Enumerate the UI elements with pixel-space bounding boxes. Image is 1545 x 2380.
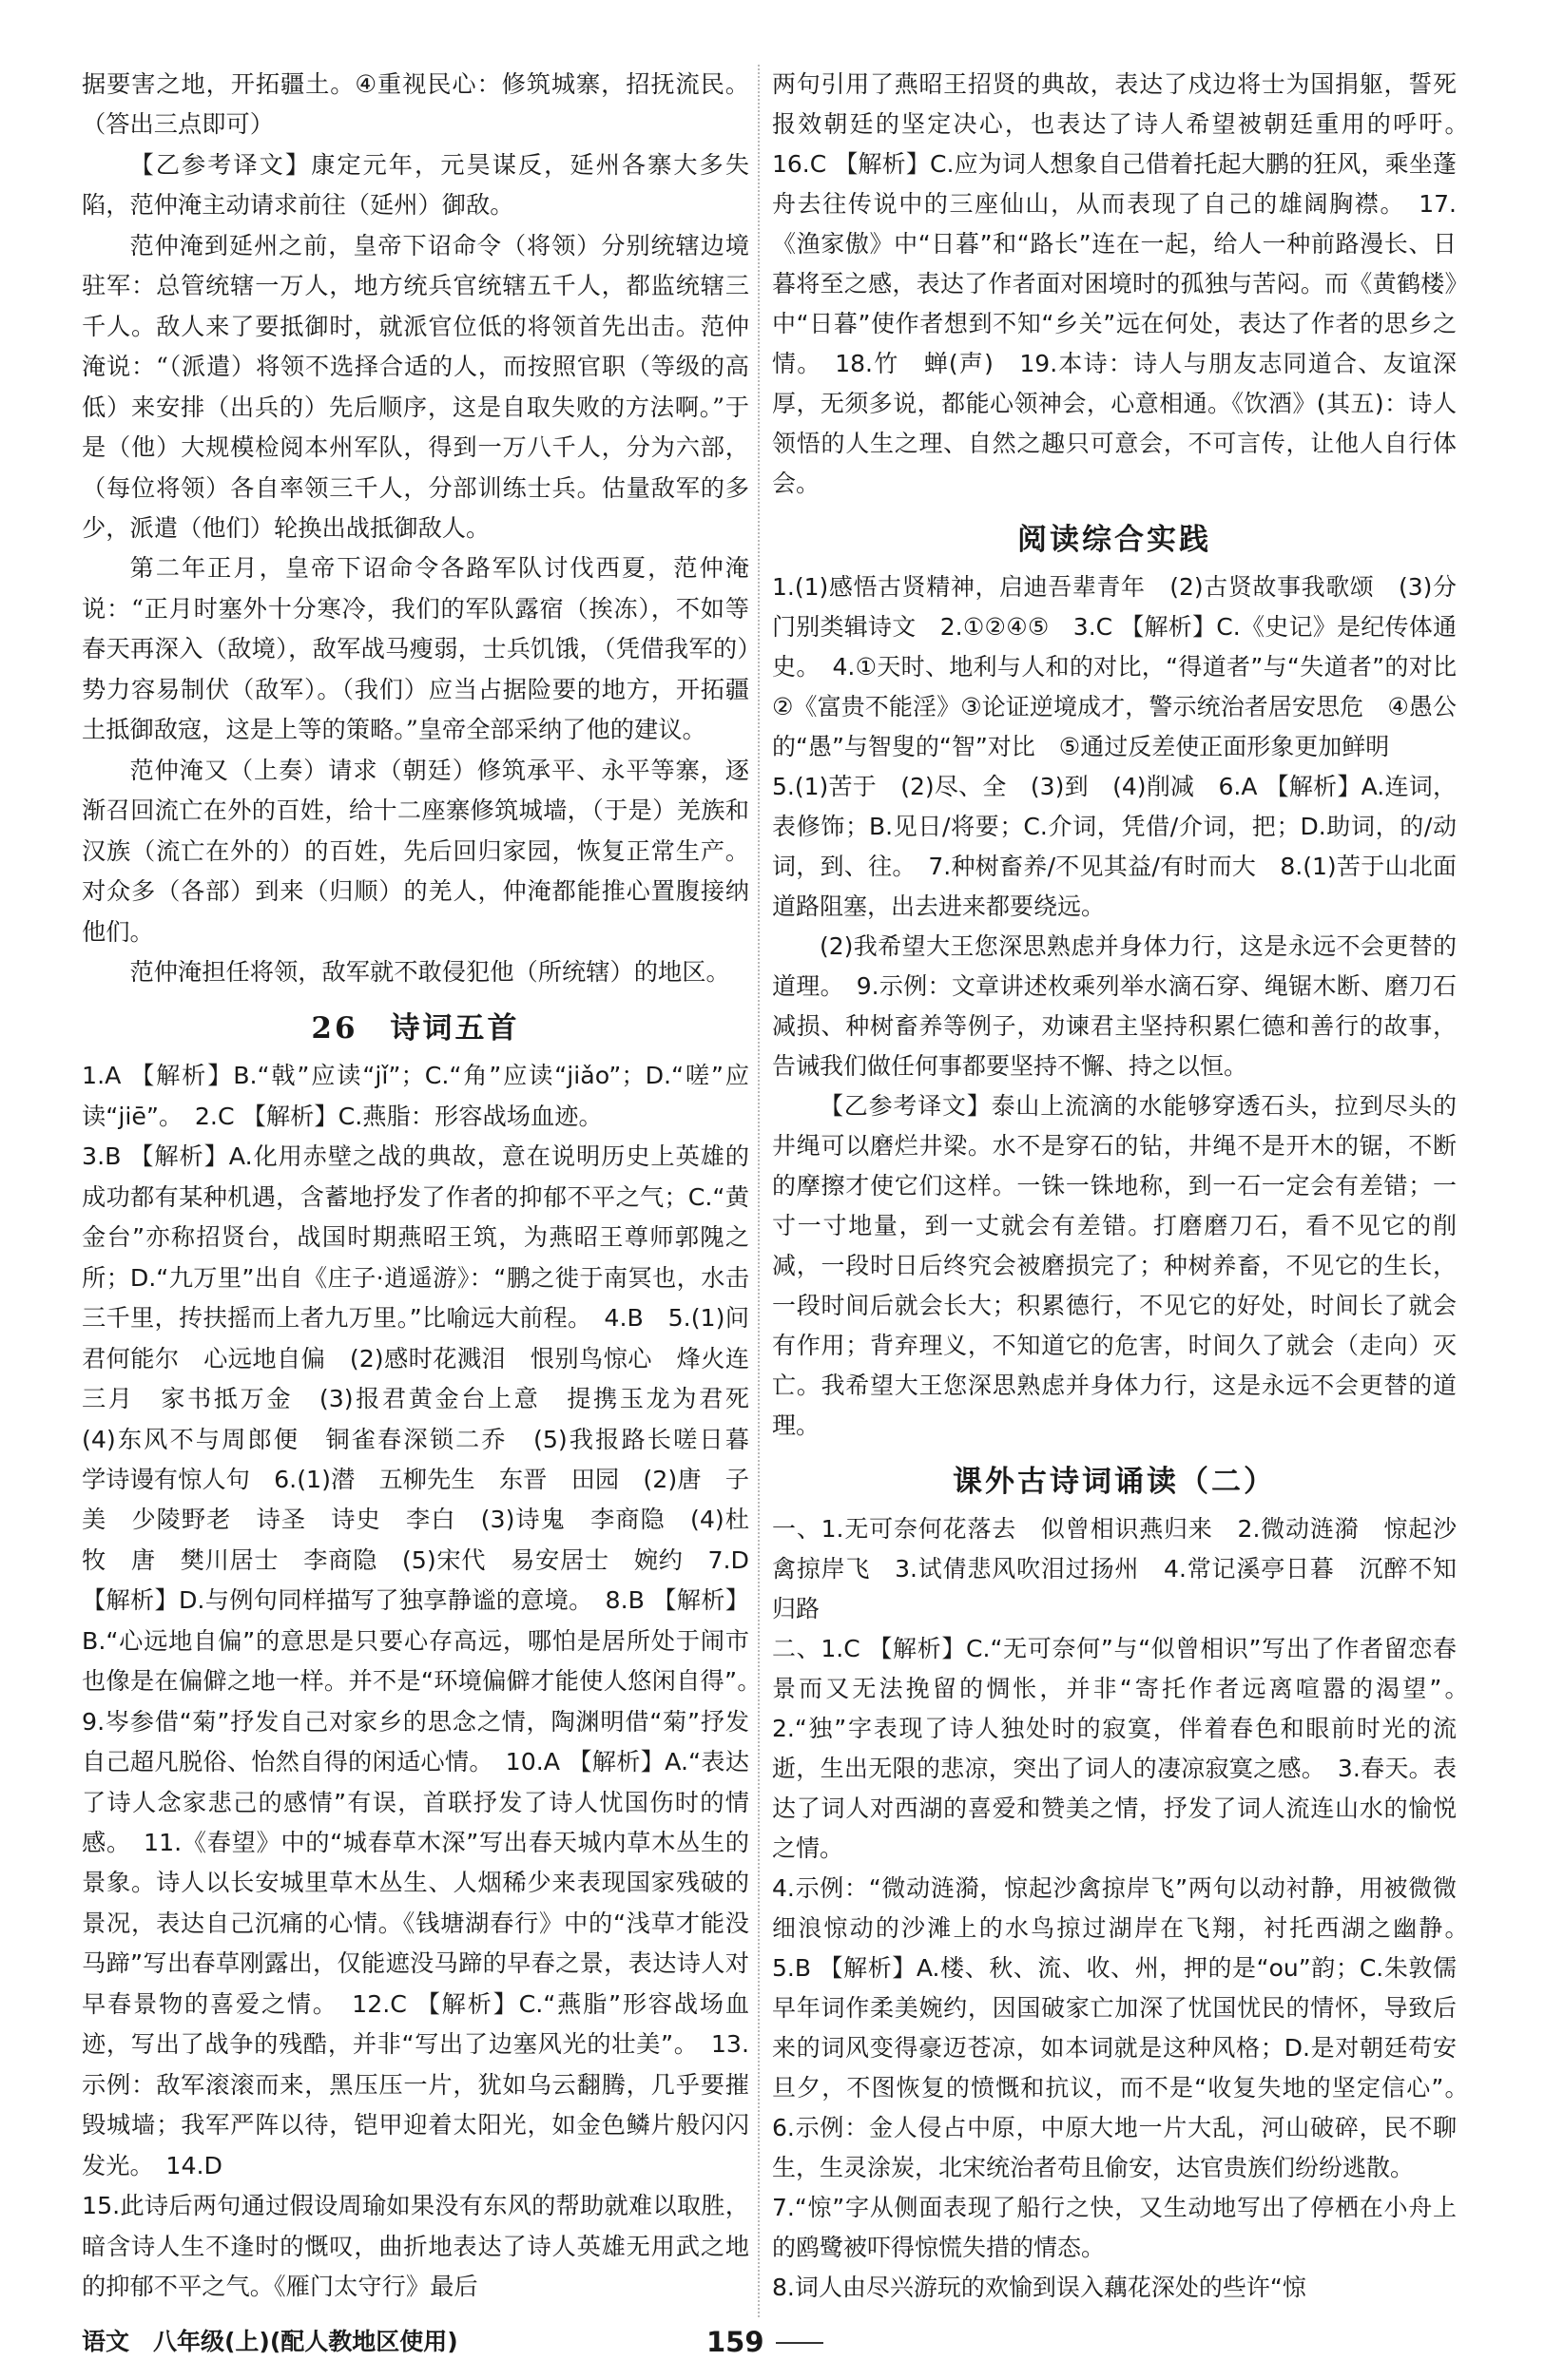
answer-paragraph: 4.示例：“微动涟漪，惊起沙禽掠岸飞”两句以动衬静，用被微微细浪惊动的沙滩上的水鸟掠过湖岸在飞翔，衬托西湖之幽静。 5.B 【解析】A.楼、秋、流、收、州，押的是“ou”韵；C.朱敦儒早年词作柔美婉约，因国破家亡加深了忧国忧民的情怀，导致后来的词风变得豪迈苍凉，如本词就是这种风格；D.是对朝廷苟安旦夕，不图恢复的愤慨和抗议，而不是“收复失地的坚定信心”。 6.示例：金人侵占中原，中原大地一片大乱，河山破碎，民不聊生，生灵涂炭，北宋统治者苟且偷安，达官贵族们纷纷逃散。	[772, 1874, 1481, 2181]
page-number: 159	[706, 2326, 764, 2358]
section-heading: 课外古诗词诵读（二）	[953, 1465, 1276, 1499]
translation-intro: 【乙参考译文】康定元年，元昊谋反，延州各寨大多失陷，范仲淹主动请求前往（延州）御敌。	[82, 150, 749, 220]
translation-paragraph: 【乙参考译文】泰山上流滴的水能够穿透石头，拉到尽头的井绳可以磨烂井梁。水不是穿石的钻，井绳不是开木的锯，不断的摩擦才使它们这样。一铢一铢地称，到一石一定会有差错；一寸一寸地量，到一丈就会有差错。打磨磨刀石，看不见它的削减，一段时日后终究会被磨损完了；种树养畜，不见它的生长，一段时间后就会长大；积累德行，不见它的好处，时间长了就会有作用；背弃理义，不知道它的危害，时间久了就会（走向）灭亡。我希望大王您深思熟虑并身体力行，这是永远不会更替的道理。	[772, 1092, 1457, 1439]
answer-paragraph: 15.此诗后两句通过假设周瑜如果没有东风的帮助就难以取胜，暗含诗人生不逢时的慨叹，曲折地表达了诗人英雄无用武之地的抑郁不平之气。《雁门太守行》最后	[82, 2192, 749, 2301]
answer-paragraph: (2)我希望大王您深思熟虑并身体力行，这是永远不会更替的道理。 9.示例：文章讲述枚乘列举水滴石穿、绳锯木断、磨刀石减损、种树畜养等例子，劝谏君主坚持积累仁德和善行的故事，告诫我们做任何事都要坚持不懈、持之以恒。	[772, 932, 1457, 1080]
column-divider	[758, 65, 760, 2317]
paragraph: 据要害之地，开拓疆土。④重视民心：修筑城寨，招抚流民。（答出三点即可）	[82, 70, 749, 139]
answer-paragraph: 3.B 【解析】A.化用赤壁之战的典故，意在说明历史上英雄的成功都有某种机遇，含蓄地抒发了作者的抑郁不平之气；C.“黄金台”亦称招贤台，战国时期燕昭王筑，为燕昭王尊师郭隗之所；D.“九万里”出自《庄子·逍遥游》：“鹏之徙于南冥也，水击三千里，抟扶摇而上者九万里。”比喻远大前程。 4.B 5.(1)问君何能尔 心远地自偏 (2)感时花溅泪 恨别鸟惊心 烽火连三月 家书抵万金 (3)报君黄金台上意 提携玉龙为君死 (4)东风不与周郎便 铜雀春深锁二乔 (5)我报路长嗟日暮 学诗谩有惊人句 6.(1)潜 五柳先生 东晋 田园 (2)唐 子美 少陵野老 诗圣 诗史 李白 (3)诗鬼 李商隐 (4)杜牧 唐 樊川居士 李商隐 (5)宋代 易安居士 婉约 7.D 【解析】D.与例句同样描写了独享静谧的意境。 8.B 【解析】B.“心远地自偏”的意思是只要心存高远，哪怕是居所处于闹市也像是在偏僻之地一样。并不是“环境偏僻才能使人悠闲自得”。 9.岑参借“菊”抒发自己对家乡的思念之情，陶渊明借“菊”抒发自己超凡脱俗、怡然自得的闲适心情。 10.A 【解析】A.“表达了诗人念家悲己的感情”有误，首联抒发了诗人忧国伤时的情感。 11.《春望》中的“城春草木深”写出春天城内草木丛生的景象。诗人以长安城里草木丛生、人烟稀少来表现国家残破的景况，表达自己沉痛的心情。《钱塘湖春行》中的“浅草才能没马蹄”写出春草刚露出，仅能遮没马蹄的早春之景，表达诗人对早春景物的喜爱之情。 12.C 【解析】C.“燕脂”形容战场血迹，写出了战争的残酷，并非“写出了边塞风光的壮美”。 13.示例：敌军滚滚而来，黑压压一片，犹如乌云翻腾，几乎要摧毁城墙；我军严阵以待，铠甲迎着太阳光，如金色鳞片般闪闪发光。 14.D	[82, 1142, 774, 2179]
translation-paragraph: 范仲淹担任将领，敌军就不敢侵犯他（所统辖）的地区。	[129, 957, 730, 986]
answer-paragraph: 7.“惊”字从侧面表现了船行之快，又生动地写出了停栖在小舟上的鸥鹭被吓得惊慌失措的情态。	[772, 2194, 1457, 2261]
answer-paragraph: 两句引用了燕昭王招贤的典故，表达了戍边将士为国捐躯，誓死报效朝廷的坚定决心，也表达了诗人希望被朝廷重用的呼吁。 16.C 【解析】C.应为词人想象自己借着托起大鹏的狂风，乘坐蓬舟去往传说中的三座仙山，从而表现了自己的雄阔胸襟。 17.《渔家傲》中“日暮”和“路长”连在一起，给人一种前路漫长、日暮将至之感，表达了作者面对困境时的孤独与苦闷。而《黄鹤楼》中“日暮”使作者想到不知“乡关”远在何处，表达了作者的思乡之情。 18.竹 蝉(声) 19.本诗：诗人与朋友志同道合、友谊深厚，无须多说，都能心领神会，心意相通。《饮酒》(其五)：诗人领悟的人生之理、自然之趣只可意会，不可言传，让他人自行体会。	[772, 70, 1481, 497]
footer-subject: 语文 八年级(上)(配人教地区使用)	[82, 2328, 458, 2355]
right-column	[772, 65, 1481, 2308]
footer-rule	[776, 2342, 823, 2344]
answer-paragraph: 1.(1)感悟古贤精神，启迪吾辈青年 (2)古贤故事我歌颂 (3)分门别类辑诗文 2.①②④⑤ 3.C 【解析】C.《史记》是纪传体通史。 4.①天时、地利与人和的对比，“得道者”与“失道者”的对比 ②《富贵不能淫》③论证逆境成才，警示统治者居安思危 ④愚公的“愚”与智叟的“智”对比 ⑤通过反差使正面形象更加鲜明	[772, 573, 1481, 760]
section-heading: 阅读综合实践	[1017, 523, 1211, 557]
answer-paragraph: 二、1.C 【解析】C.“无可奈何”与“似曾相识”写出了作者留恋春景而又无法挽留的惆怅，并非“寄托作者远离喧嚣的渴望”。 2.“独”字表现了诗人独处时的寂寞，伴着春色和眼前时光的流逝，生出无限的悲凉，突出了词人的凄凉寂寞之感。 3.春天。表达了词人对西湖的喜爱和赞美之情，抒发了词人流连山水的愉悦之情。	[772, 1635, 1481, 1862]
left-column	[82, 65, 774, 2307]
translation-paragraph: 范仲淹又（上奏）请求（朝廷）修筑承平、永平等寨，逐渐召回流亡在外的百姓，给十二座寨修筑城墙，（于是）羌族和汉族（流亡在外的）的百姓，先后回归家园，恢复正常生产。对众多（各部）到来（归顺）的羌人，仲淹都能推心置腹接纳他们。	[82, 756, 749, 946]
answer-paragraph: 5.(1)苦于 (2)尽、全 (3)到 (4)削减 6.A 【解析】A.连词，表修饰；B.见日/将要；C.介词，凭借/介词，把；D.助词，的/动词，到、往。 7.种树畜养/不见其益/有时而大 8.(1)苦于山北面道路阻塞，出去进来都要绕远。	[772, 773, 1457, 920]
answer-paragraph: 一、1.无可奈何花落去 似曾相识燕归来 2.微动涟漪 惊起沙禽掠岸飞 3.试倩悲风吹泪过扬州 4.常记溪亭日暮 沉醉不知归路	[772, 1515, 1457, 1622]
translation-paragraph: 范仲淹到延州之前，皇帝下诏命令（将领）分别统辖边境驻军：总管统辖一万人，地方统兵官统辖五千人，都监统辖三千人。敌人来了要抵御时，就派官位低的将领首先出击。范仲淹说：“（派遣）将领不选择合适的人，而按照官职（等级的高低）来安排（出兵的）先后顺序，这是自取失败的方法啊。”于是（他）大规模检阅本州军队，得到一万八千人，分为六部，（每位将领）各自率领三千人，分部训练士兵。估量敌军的多少，派遣（他们）轮换出战抵御敌人。	[82, 231, 749, 542]
answer-paragraph: 1.A 【解析】B.“戟”应读“jǐ”；C.“角”应读“jiǎo”；D.“嗟”应读“jiē”。 2.C 【解析】C.燕脂：形容战场血迹。	[82, 1062, 749, 1130]
answer-paragraph: 8.词人由尽兴游玩的欢愉到误入藕花深处的些许“惊	[772, 2274, 1306, 2301]
section-heading: 26 诗词五首	[311, 1011, 520, 1046]
translation-paragraph: 第二年正月，皇帝下诏命令各路军队讨伐西夏，范仲淹说：“正月时塞外十分寒冷，我们的军队露宿（挨冻），不如等春天再深入（敌境），敌军战马瘦弱，士兵饥饿，（凭借我军的）势力容易制伏（敌军）。（我们）应当占据险要的地方，开拓疆土抵御敌寇，这是上等的策略。”皇帝全部采纳了他的建议。	[82, 554, 749, 744]
page-footer	[82, 2323, 1457, 2361]
